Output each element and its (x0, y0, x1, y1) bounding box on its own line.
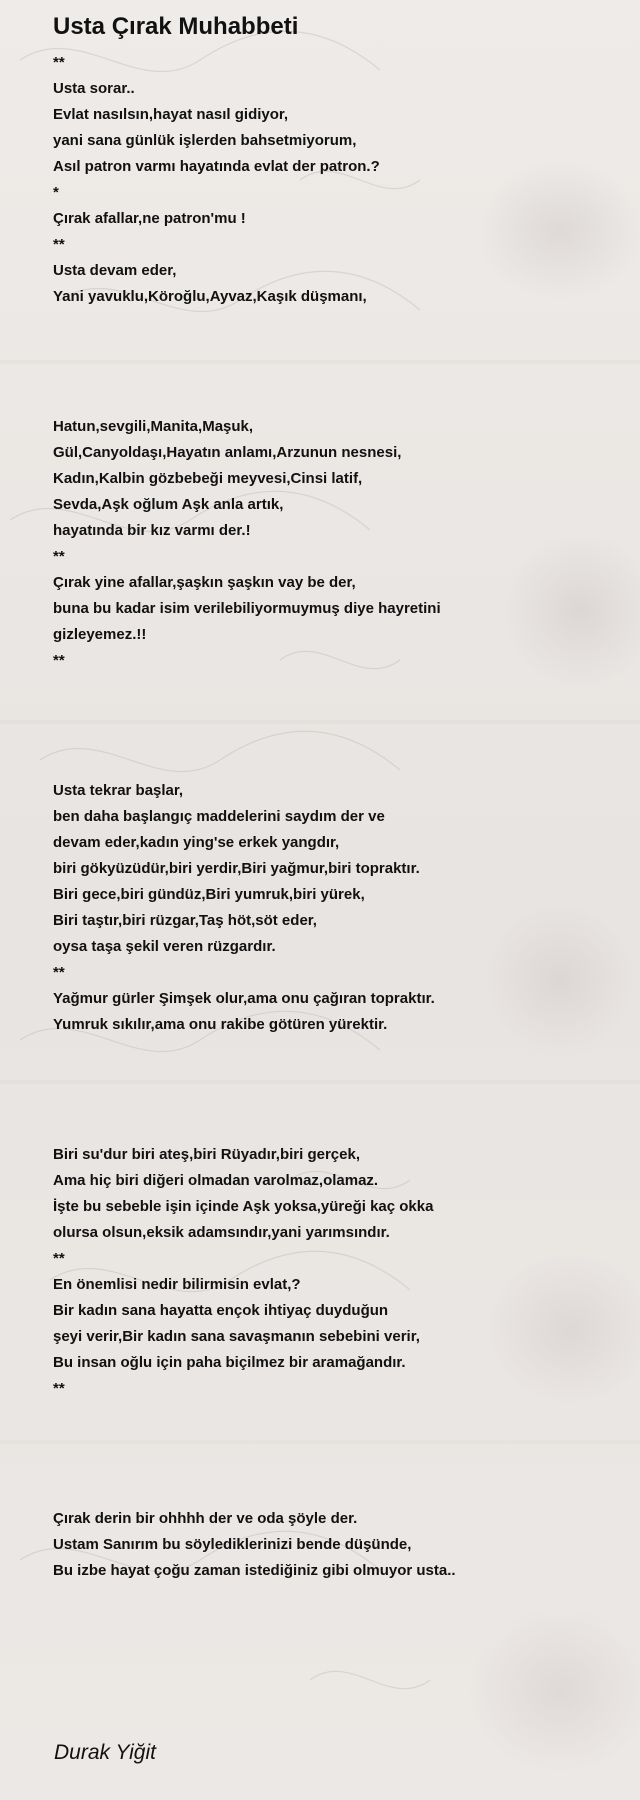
poem-line: İşte bu sebeble işin içinde Aşk yoksa,yüreği kaç okka (53, 1198, 434, 1215)
poem-line: * (53, 184, 59, 201)
poem-line: biri gökyüzüdür,biri yerdir,Biri yağmur,biri topraktır. (53, 860, 420, 877)
poem-line: Usta sorar.. (53, 80, 135, 97)
stanza (53, 414, 613, 674)
poem-line: Sevda,Aşk oğlum Aşk anla artık, (53, 496, 284, 513)
poem-line: Bu izbe hayat çoğu zaman istediğiniz gibi olmuyor usta.. (53, 1562, 456, 1579)
stanza-gap (53, 1402, 613, 1506)
poem-line: Usta tekrar başlar, (53, 782, 184, 799)
stanza-gap (53, 310, 613, 414)
poem-line: Çırak derin bir ohhhh der ve oda şöyle der. (53, 1510, 358, 1527)
poem-line: Biri taştır,biri rüzgar,Taş höt,söt eder, (53, 912, 317, 929)
poem-line: En önemlisi nedir bilirmisin evlat,? (53, 1276, 301, 1293)
poem-author: Durak Yiğit (54, 1741, 156, 1764)
poem-line: Hatun,sevgili,Manita,Maşuk, (53, 418, 254, 435)
poem-line: yani sana günlük işlerden bahsetmiyorum, (53, 132, 357, 149)
poem-line: Gül,Canyoldaşı,Hayatın anlamı,Arzunun nesnesi, (53, 444, 402, 461)
poem-line: Yağmur gürler Şimşek olur,ama onu çağıran topraktır. (53, 990, 435, 1007)
stanza (53, 778, 613, 1038)
poem-line: Yumruk sıkılır,ama onu rakibe götüren yürektir. (53, 1016, 388, 1033)
poem-line: oysa taşa şekil veren rüzgardır. (53, 938, 276, 955)
poem-line: ** (53, 548, 65, 565)
poem-line: ** (53, 54, 65, 71)
poem (53, 10, 613, 1584)
poem-line: Biri gece,biri gündüz,Biri yumruk,biri yürek, (53, 886, 365, 903)
poem-line: Asıl patron varmı hayatında evlat der patron.? (53, 158, 380, 175)
poem-line: ** (53, 964, 65, 981)
poem-line: Yani yavuklu,Köroğlu,Ayvaz,Kaşık düşmanı, (53, 288, 367, 305)
poem-line: ** (53, 652, 65, 669)
poem-line: ben daha başlangıç maddelerini saydım der ve (53, 808, 385, 825)
poem-line: Usta devam eder, (53, 262, 177, 279)
poem-line: ** (53, 1380, 65, 1397)
stanza (53, 50, 613, 310)
poem-line: Evlat nasılsın,hayat nasıl gidiyor, (53, 106, 289, 123)
stanza-gap (53, 1038, 613, 1142)
stanza (53, 1506, 613, 1584)
poem-line: Bu insan oğlu için paha biçilmez bir aramağandır. (53, 1354, 406, 1371)
poem-line: Kadın,Kalbin gözbebeği meyvesi,Cinsi latif, (53, 470, 363, 487)
poem-line: Ustam Sanırım bu söylediklerinizi bende düşünde, (53, 1536, 412, 1553)
stanza (53, 1142, 613, 1402)
poem-line: Çırak afallar,ne patron'mu ! (53, 210, 246, 227)
poem-line: Ama hiç biri diğeri olmadan varolmaz,olamaz. (53, 1172, 379, 1189)
poem-line: Bir kadın sana hayatta ençok ihtiyaç duyduğun (53, 1302, 389, 1319)
poem-line: Biri su'dur biri ateş,biri Rüyadır,biri gerçek, (53, 1146, 360, 1163)
poem-line: ** (53, 236, 65, 253)
stanza-gap (53, 674, 613, 778)
poem-line: buna bu kadar isim verilebiliyormuymuş diye hayretini (53, 600, 441, 617)
poem-line: hayatında bir kız varmı der.! (53, 522, 251, 539)
poem-line: gizleyemez.!! (53, 626, 147, 643)
poem-line: ** (53, 1250, 65, 1267)
poem-line: olursa olsun,eksik adamsındır,yani yarımsındır. (53, 1224, 390, 1241)
poem-line: Çırak yine afallar,şaşkın şaşkın vay be der, (53, 574, 356, 591)
poem-line: devam eder,kadın ying'se erkek yangdır, (53, 834, 340, 851)
poem-title: Usta Çırak Muhabbeti (53, 13, 299, 40)
poem-line: şeyi verir,Bir kadın sana savaşmanın sebebini verir, (53, 1328, 420, 1345)
